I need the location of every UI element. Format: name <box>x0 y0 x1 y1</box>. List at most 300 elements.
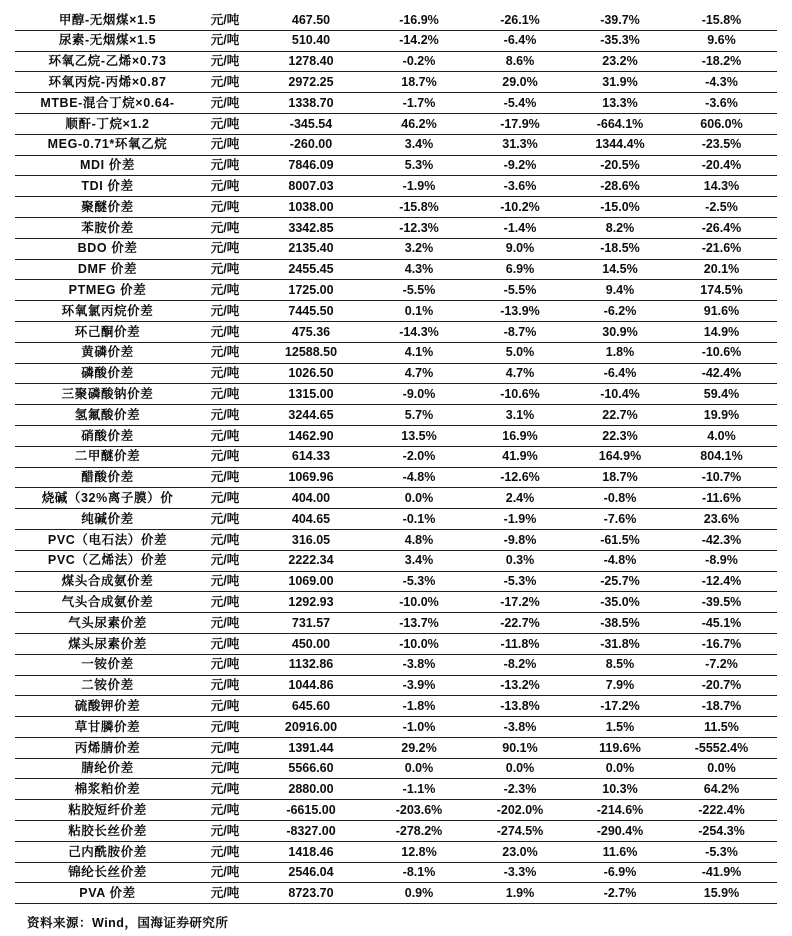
unit-cell: 元/吨 <box>200 405 250 426</box>
change-4-cell: -16.7% <box>666 633 777 654</box>
value-cell: -260.00 <box>250 134 372 155</box>
unit-cell: 元/吨 <box>200 633 250 654</box>
value-cell: 450.00 <box>250 633 372 654</box>
change-2-cell: 29.0% <box>466 72 574 93</box>
table-row <box>15 30 777 51</box>
value-cell: 510.40 <box>250 30 372 51</box>
change-3-cell: 23.2% <box>574 51 666 72</box>
change-2-cell: 0.0% <box>466 758 574 779</box>
change-2-cell: 41.9% <box>466 446 574 467</box>
change-4-cell: -20.4% <box>666 155 777 176</box>
price-spread-table-body <box>15 10 777 904</box>
value-cell: 2135.40 <box>250 238 372 259</box>
value-cell: 1044.86 <box>250 675 372 696</box>
change-2-cell: -13.8% <box>466 696 574 717</box>
value-cell: 1069.96 <box>250 467 372 488</box>
change-1-cell: -5.3% <box>372 571 466 592</box>
value-cell: 1462.90 <box>250 425 372 446</box>
change-2-cell: -202.0% <box>466 800 574 821</box>
table-row <box>15 342 777 363</box>
change-4-cell: 174.5% <box>666 280 777 301</box>
product-name-cell: MDI 价差 <box>15 155 200 176</box>
change-3-cell: 8.5% <box>574 654 666 675</box>
table-row <box>15 93 777 114</box>
change-3-cell: 30.9% <box>574 321 666 342</box>
unit-cell: 元/吨 <box>200 841 250 862</box>
product-name-cell: 聚醚价差 <box>15 197 200 218</box>
table-row <box>15 155 777 176</box>
change-3-cell: -10.4% <box>574 384 666 405</box>
unit-cell: 元/吨 <box>200 30 250 51</box>
product-name-cell: 纯碱价差 <box>15 509 200 530</box>
product-name-cell: 气头合成氨价差 <box>15 592 200 613</box>
change-1-cell: -4.8% <box>372 467 466 488</box>
product-name-cell: 环氧氯丙烷价差 <box>15 301 200 322</box>
product-name-cell: BDO 价差 <box>15 238 200 259</box>
table-row <box>15 675 777 696</box>
value-cell: 404.65 <box>250 509 372 530</box>
change-4-cell: 91.6% <box>666 301 777 322</box>
change-1-cell: 4.3% <box>372 259 466 280</box>
change-4-cell: -5.3% <box>666 841 777 862</box>
change-1-cell: 3.2% <box>372 238 466 259</box>
change-3-cell: -18.5% <box>574 238 666 259</box>
unit-cell: 元/吨 <box>200 446 250 467</box>
change-4-cell: 14.3% <box>666 176 777 197</box>
value-cell: 3342.85 <box>250 217 372 238</box>
value-cell: 467.50 <box>250 10 372 30</box>
change-1-cell: -3.9% <box>372 675 466 696</box>
change-3-cell: 13.3% <box>574 93 666 114</box>
table-row <box>15 509 777 530</box>
change-4-cell: 14.9% <box>666 321 777 342</box>
change-4-cell: 606.0% <box>666 113 777 134</box>
unit-cell: 元/吨 <box>200 675 250 696</box>
change-3-cell: -38.5% <box>574 613 666 634</box>
change-3-cell: -28.6% <box>574 176 666 197</box>
change-4-cell: -26.4% <box>666 217 777 238</box>
change-3-cell: -2.7% <box>574 883 666 904</box>
unit-cell: 元/吨 <box>200 155 250 176</box>
change-2-cell: -10.2% <box>466 197 574 218</box>
unit-cell: 元/吨 <box>200 758 250 779</box>
change-1-cell: -14.2% <box>372 30 466 51</box>
change-2-cell: -13.2% <box>466 675 574 696</box>
unit-cell: 元/吨 <box>200 488 250 509</box>
product-name-cell: PVC（乙烯法）价差 <box>15 550 200 571</box>
table-row <box>15 238 777 259</box>
value-cell: -345.54 <box>250 113 372 134</box>
value-cell: 614.33 <box>250 446 372 467</box>
unit-cell: 元/吨 <box>200 696 250 717</box>
unit-cell: 元/吨 <box>200 93 250 114</box>
change-1-cell: -9.0% <box>372 384 466 405</box>
value-cell: 645.60 <box>250 696 372 717</box>
table-row <box>15 737 777 758</box>
change-4-cell: -3.6% <box>666 93 777 114</box>
value-cell: 316.05 <box>250 529 372 550</box>
change-1-cell: -12.3% <box>372 217 466 238</box>
change-1-cell: -0.2% <box>372 51 466 72</box>
change-2-cell: -5.4% <box>466 93 574 114</box>
price-spread-table <box>15 10 777 904</box>
change-2-cell: -3.3% <box>466 862 574 883</box>
product-name-cell: 硝酸价差 <box>15 425 200 446</box>
change-3-cell: 22.7% <box>574 405 666 426</box>
change-2-cell: -5.3% <box>466 571 574 592</box>
change-4-cell: 804.1% <box>666 446 777 467</box>
change-3-cell: -7.6% <box>574 509 666 530</box>
unit-cell: 元/吨 <box>200 571 250 592</box>
change-4-cell: -10.6% <box>666 342 777 363</box>
change-3-cell: 164.9% <box>574 446 666 467</box>
change-4-cell: 20.1% <box>666 259 777 280</box>
change-1-cell: 3.4% <box>372 550 466 571</box>
unit-cell: 元/吨 <box>200 321 250 342</box>
unit-cell: 元/吨 <box>200 176 250 197</box>
change-1-cell: -1.8% <box>372 696 466 717</box>
change-1-cell: 0.0% <box>372 488 466 509</box>
value-cell: 3244.65 <box>250 405 372 426</box>
value-cell: 731.57 <box>250 613 372 634</box>
change-3-cell: 1344.4% <box>574 134 666 155</box>
unit-cell: 元/吨 <box>200 51 250 72</box>
change-2-cell: -5.5% <box>466 280 574 301</box>
product-name-cell: 锦纶长丝价差 <box>15 862 200 883</box>
change-2-cell: 31.3% <box>466 134 574 155</box>
unit-cell: 元/吨 <box>200 72 250 93</box>
change-2-cell: -26.1% <box>466 10 574 30</box>
change-3-cell: 14.5% <box>574 259 666 280</box>
change-1-cell: -13.7% <box>372 613 466 634</box>
product-name-cell: 尿素-无烟煤×1.5 <box>15 30 200 51</box>
table-row <box>15 821 777 842</box>
change-2-cell: 0.3% <box>466 550 574 571</box>
unit-cell: 元/吨 <box>200 509 250 530</box>
value-cell: 2880.00 <box>250 779 372 800</box>
change-4-cell: -5552.4% <box>666 737 777 758</box>
product-name-cell: 煤头尿素价差 <box>15 633 200 654</box>
change-2-cell: -9.2% <box>466 155 574 176</box>
change-3-cell: -6.9% <box>574 862 666 883</box>
change-3-cell: -35.3% <box>574 30 666 51</box>
product-name-cell: 草甘膦价差 <box>15 717 200 738</box>
change-1-cell: -3.8% <box>372 654 466 675</box>
change-2-cell: -13.9% <box>466 301 574 322</box>
unit-cell: 元/吨 <box>200 425 250 446</box>
change-3-cell: 7.9% <box>574 675 666 696</box>
unit-cell: 元/吨 <box>200 238 250 259</box>
change-4-cell: -23.5% <box>666 134 777 155</box>
unit-cell: 元/吨 <box>200 363 250 384</box>
value-cell: 1292.93 <box>250 592 372 613</box>
value-cell: 2546.04 <box>250 862 372 883</box>
change-4-cell: 11.5% <box>666 717 777 738</box>
change-2-cell: 8.6% <box>466 51 574 72</box>
value-cell: 1132.86 <box>250 654 372 675</box>
value-cell: 5566.60 <box>250 758 372 779</box>
change-4-cell: -254.3% <box>666 821 777 842</box>
change-1-cell: -0.1% <box>372 509 466 530</box>
unit-cell: 元/吨 <box>200 779 250 800</box>
unit-cell: 元/吨 <box>200 862 250 883</box>
table-row <box>15 529 777 550</box>
table-row <box>15 779 777 800</box>
product-name-cell: PVA 价差 <box>15 883 200 904</box>
change-1-cell: -1.7% <box>372 93 466 114</box>
product-name-cell: 一铵价差 <box>15 654 200 675</box>
unit-cell: 元/吨 <box>200 737 250 758</box>
change-2-cell: 3.1% <box>466 405 574 426</box>
product-name-cell: 粘胶长丝价差 <box>15 821 200 842</box>
product-name-cell: 丙烯腈价差 <box>15 737 200 758</box>
change-4-cell: -18.2% <box>666 51 777 72</box>
table-row <box>15 72 777 93</box>
product-name-cell: 磷酸价差 <box>15 363 200 384</box>
change-1-cell: 13.5% <box>372 425 466 446</box>
table-row <box>15 862 777 883</box>
change-4-cell: -11.6% <box>666 488 777 509</box>
table-row <box>15 217 777 238</box>
table-row <box>15 613 777 634</box>
change-3-cell: 9.4% <box>574 280 666 301</box>
change-1-cell: -10.0% <box>372 633 466 654</box>
table-row <box>15 446 777 467</box>
change-4-cell: -8.9% <box>666 550 777 571</box>
unit-cell: 元/吨 <box>200 342 250 363</box>
change-3-cell: 119.6% <box>574 737 666 758</box>
change-3-cell: -20.5% <box>574 155 666 176</box>
table-row <box>15 384 777 405</box>
change-4-cell: -21.6% <box>666 238 777 259</box>
value-cell: 7846.09 <box>250 155 372 176</box>
change-1-cell: -16.9% <box>372 10 466 30</box>
value-cell: 1725.00 <box>250 280 372 301</box>
unit-cell: 元/吨 <box>200 529 250 550</box>
change-3-cell: 18.7% <box>574 467 666 488</box>
change-1-cell: -278.2% <box>372 821 466 842</box>
change-1-cell: 3.4% <box>372 134 466 155</box>
change-2-cell: -1.9% <box>466 509 574 530</box>
value-cell: -6615.00 <box>250 800 372 821</box>
change-4-cell: 9.6% <box>666 30 777 51</box>
change-2-cell: -17.9% <box>466 113 574 134</box>
source-note: 资料来源：Wind，国海证券研究所 <box>27 916 229 931</box>
change-2-cell: 4.7% <box>466 363 574 384</box>
change-1-cell: 4.7% <box>372 363 466 384</box>
value-cell: 2972.25 <box>250 72 372 93</box>
change-3-cell: -15.0% <box>574 197 666 218</box>
change-2-cell: -3.6% <box>466 176 574 197</box>
change-3-cell: -35.0% <box>574 592 666 613</box>
change-4-cell: -45.1% <box>666 613 777 634</box>
change-3-cell: -214.6% <box>574 800 666 821</box>
change-2-cell: 1.9% <box>466 883 574 904</box>
product-name-cell: 苯胺价差 <box>15 217 200 238</box>
change-1-cell: 5.7% <box>372 405 466 426</box>
table-row <box>15 10 777 30</box>
table-row <box>15 696 777 717</box>
change-4-cell: 23.6% <box>666 509 777 530</box>
value-cell: 1038.00 <box>250 197 372 218</box>
table-row <box>15 633 777 654</box>
value-cell: 8007.03 <box>250 176 372 197</box>
product-name-cell: 烧碱（32%离子膜）价 <box>15 488 200 509</box>
unit-cell: 元/吨 <box>200 883 250 904</box>
product-name-cell: 硫酸钾价差 <box>15 696 200 717</box>
change-1-cell: 0.1% <box>372 301 466 322</box>
change-4-cell: -39.5% <box>666 592 777 613</box>
change-2-cell: -3.8% <box>466 717 574 738</box>
product-name-cell: DMF 价差 <box>15 259 200 280</box>
change-4-cell: 59.4% <box>666 384 777 405</box>
change-1-cell: -203.6% <box>372 800 466 821</box>
table-row <box>15 134 777 155</box>
product-name-cell: MEG-0.71*环氧乙烷 <box>15 134 200 155</box>
table-row <box>15 280 777 301</box>
change-4-cell: -18.7% <box>666 696 777 717</box>
change-4-cell: 15.9% <box>666 883 777 904</box>
change-4-cell: -222.4% <box>666 800 777 821</box>
table-row <box>15 717 777 738</box>
product-name-cell: 环氧乙烷-乙烯×0.73 <box>15 51 200 72</box>
table-row <box>15 363 777 384</box>
change-4-cell: -41.9% <box>666 862 777 883</box>
value-cell: 1278.40 <box>250 51 372 72</box>
product-name-cell: 粘胶短纤价差 <box>15 800 200 821</box>
change-2-cell: 5.0% <box>466 342 574 363</box>
table-row <box>15 550 777 571</box>
change-1-cell: 4.1% <box>372 342 466 363</box>
product-name-cell: 氢氟酸价差 <box>15 405 200 426</box>
unit-cell: 元/吨 <box>200 113 250 134</box>
product-name-cell: 己内酰胺价差 <box>15 841 200 862</box>
unit-cell: 元/吨 <box>200 800 250 821</box>
change-3-cell: 10.3% <box>574 779 666 800</box>
change-3-cell: -664.1% <box>574 113 666 134</box>
value-cell: 7445.50 <box>250 301 372 322</box>
change-3-cell: -0.8% <box>574 488 666 509</box>
unit-cell: 元/吨 <box>200 259 250 280</box>
change-3-cell: -4.8% <box>574 550 666 571</box>
value-cell: 2222.34 <box>250 550 372 571</box>
unit-cell: 元/吨 <box>200 217 250 238</box>
product-name-cell: 环氧丙烷-丙烯×0.87 <box>15 72 200 93</box>
unit-cell: 元/吨 <box>200 550 250 571</box>
change-1-cell: 4.8% <box>372 529 466 550</box>
product-name-cell: 醋酸价差 <box>15 467 200 488</box>
change-1-cell: -10.0% <box>372 592 466 613</box>
value-cell: -8327.00 <box>250 821 372 842</box>
change-2-cell: -10.6% <box>466 384 574 405</box>
change-1-cell: -8.1% <box>372 862 466 883</box>
change-2-cell: -22.7% <box>466 613 574 634</box>
unit-cell: 元/吨 <box>200 821 250 842</box>
value-cell: 1069.00 <box>250 571 372 592</box>
value-cell: 1315.00 <box>250 384 372 405</box>
product-name-cell: 气头尿素价差 <box>15 613 200 634</box>
unit-cell: 元/吨 <box>200 280 250 301</box>
unit-cell: 元/吨 <box>200 134 250 155</box>
value-cell: 1338.70 <box>250 93 372 114</box>
table-row <box>15 467 777 488</box>
change-2-cell: -8.7% <box>466 321 574 342</box>
value-cell: 1391.44 <box>250 737 372 758</box>
change-3-cell: 0.0% <box>574 758 666 779</box>
change-4-cell: -42.3% <box>666 529 777 550</box>
product-name-cell: 腈纶价差 <box>15 758 200 779</box>
unit-cell: 元/吨 <box>200 717 250 738</box>
change-1-cell: -15.8% <box>372 197 466 218</box>
table-row <box>15 259 777 280</box>
change-2-cell: -9.8% <box>466 529 574 550</box>
value-cell: 1026.50 <box>250 363 372 384</box>
change-4-cell: -2.5% <box>666 197 777 218</box>
change-3-cell: -17.2% <box>574 696 666 717</box>
change-3-cell: -6.2% <box>574 301 666 322</box>
change-2-cell: -17.2% <box>466 592 574 613</box>
change-3-cell: 11.6% <box>574 841 666 862</box>
table-row <box>15 800 777 821</box>
change-4-cell: 19.9% <box>666 405 777 426</box>
table-row <box>15 592 777 613</box>
product-name-cell: 二甲醚价差 <box>15 446 200 467</box>
change-1-cell: 12.8% <box>372 841 466 862</box>
change-1-cell: 0.0% <box>372 758 466 779</box>
unit-cell: 元/吨 <box>200 384 250 405</box>
unit-cell: 元/吨 <box>200 613 250 634</box>
unit-cell: 元/吨 <box>200 10 250 30</box>
product-name-cell: 棉浆粕价差 <box>15 779 200 800</box>
change-4-cell: -42.4% <box>666 363 777 384</box>
change-3-cell: -61.5% <box>574 529 666 550</box>
change-2-cell: 2.4% <box>466 488 574 509</box>
change-2-cell: 9.0% <box>466 238 574 259</box>
change-2-cell: 90.1% <box>466 737 574 758</box>
product-name-cell: 环己酮价差 <box>15 321 200 342</box>
change-3-cell: 1.8% <box>574 342 666 363</box>
change-2-cell: -6.4% <box>466 30 574 51</box>
table-row <box>15 176 777 197</box>
change-1-cell: -5.5% <box>372 280 466 301</box>
change-4-cell: -10.7% <box>666 467 777 488</box>
product-name-cell: 甲醇-无烟煤×1.5 <box>15 10 200 30</box>
change-4-cell: -20.7% <box>666 675 777 696</box>
change-2-cell: -2.3% <box>466 779 574 800</box>
product-name-cell: MTBE-混合丁烷×0.64- <box>15 93 200 114</box>
change-4-cell: -12.4% <box>666 571 777 592</box>
change-3-cell: 22.3% <box>574 425 666 446</box>
change-3-cell: -25.7% <box>574 571 666 592</box>
unit-cell: 元/吨 <box>200 654 250 675</box>
table-row <box>15 321 777 342</box>
change-2-cell: 6.9% <box>466 259 574 280</box>
table-row <box>15 301 777 322</box>
table-row <box>15 571 777 592</box>
unit-cell: 元/吨 <box>200 197 250 218</box>
table-row <box>15 405 777 426</box>
change-4-cell: -15.8% <box>666 10 777 30</box>
change-4-cell: -7.2% <box>666 654 777 675</box>
change-3-cell: -290.4% <box>574 821 666 842</box>
product-name-cell: 煤头合成氨价差 <box>15 571 200 592</box>
value-cell: 2455.45 <box>250 259 372 280</box>
product-name-cell: 三聚磷酸钠价差 <box>15 384 200 405</box>
table-row <box>15 488 777 509</box>
change-1-cell: 29.2% <box>372 737 466 758</box>
unit-cell: 元/吨 <box>200 467 250 488</box>
change-1-cell: 46.2% <box>372 113 466 134</box>
